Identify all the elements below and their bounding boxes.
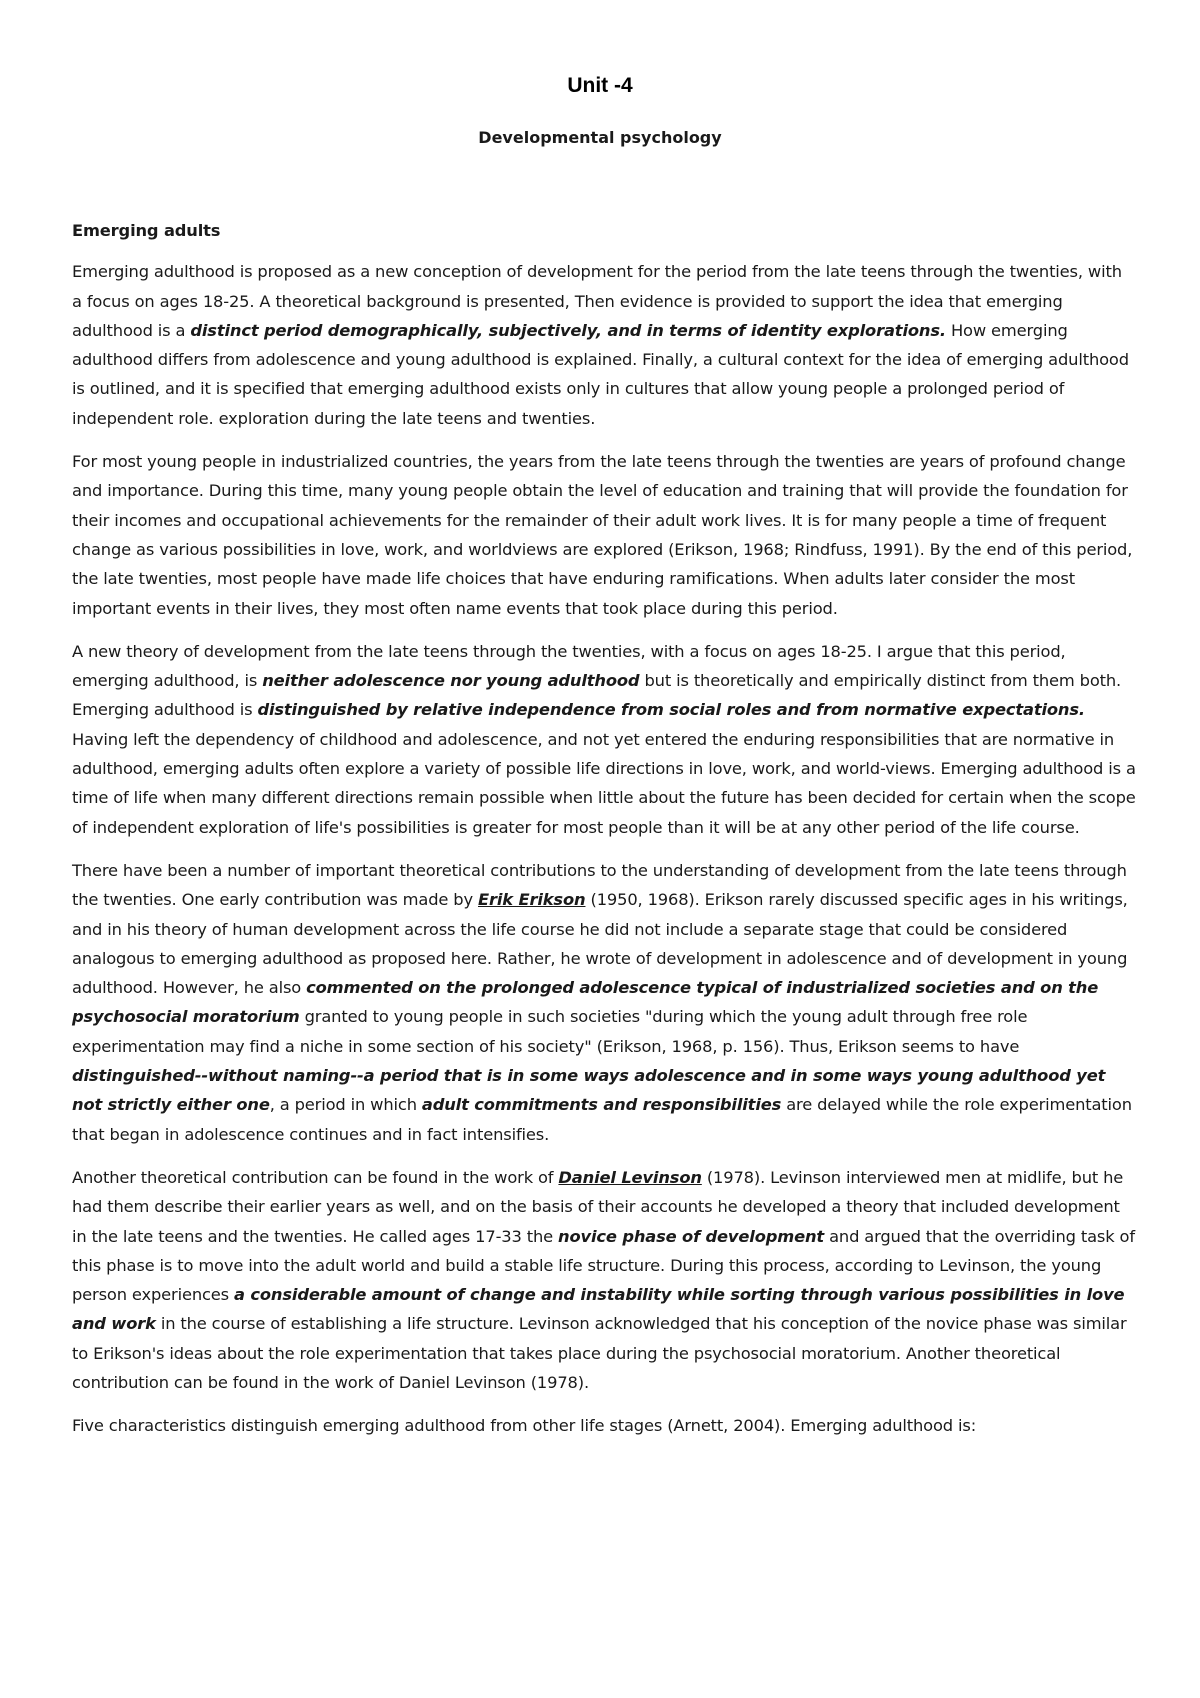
paragraph-3: A new theory of development from the late teens through the twenties, with a focus on ages 18-25. I argue that this period, emerging adulthood, is neither adolescence nor young adulthood but is theoretically and empirically distinct from them both. Emerging adulthood is distinguished by relative independence from social roles and from normative expectations. Having left the dependency of childhood and adolescence, and not yet entered the enduring responsibilities that are normative in adulthood, emerging adults often explore a variety of possible life directions in love, work, and world-views. Emerging adulthood is a time of life when many different directions remain possible when little about the future has been decided for certain when the scope of independent exploration of life's possibilities is greater for most people than it will be at any other period of the life course. [72,641,1136,837]
emphasis: adult commitments and responsibilities [421,1095,782,1115]
emphasis: distinguished--without naming--a period that is in some ways adolescence and in some ways young adulthood yet not strictly either one [72,1066,1106,1115]
paragraph-5: Another theoretical contribution can be found in the work of Daniel Levinson (1978). Levinson interviewed men at midlife, but he had them describe their earlier years as well, and on the basis of their accounts he developed a theory that included development in the late teens and the twenties. He called ages 17-33 the novice phase of development and argued that the overriding task of this phase is to move into the adult world and build a stable life structure. During this process, according to Levinson, the young person experiences a considerable amount of change and instability while sorting through various possibilities in love and work in the course of establishing a life structure. Levinson acknowledged that his conception of the novice phase was similar to Erikson's ideas about the role experimentation that takes place during the psychosocial moratorium. Another theoretical contribution can be found in the work of Daniel Levinson (1978). [72,1167,1135,1392]
emphasis: neither adolescence nor young adulthood [262,671,640,691]
emphasis: distinct period demographically, subjectively, and in terms of identity explorations. [190,320,946,340]
section-heading: Emerging adults [72,221,221,240]
paragraph-1: Emerging adulthood is proposed as a new conception of development for the period from the late teens through the twenties, with a focus on ages 18-25. A theoretical background is presented, Then evidence is provided to support the idea that emerging adulthood is a distinct period demographically, subjectively, and in terms of identity explorations. How emerging adulthood differs from adolescence and young adulthood is explained. Finally, a cultural context for the idea of emerging adulthood is outlined, and it is specified that emerging adulthood exists only in cultures that allow young people a prolonged period of independent role. exploration during the late teens and twenties. [72,262,1129,428]
document-title: Unit -4 [567,74,633,97]
author-link-levinson[interactable]: Daniel Levinson [558,1167,702,1187]
emphasis: a considerable amount of change and instability while sorting through various possibilities in love and work [72,1285,1125,1334]
emphasis: novice phase of development [558,1226,825,1246]
paragraph-2: For most young people in industrialized countries, the years from the late teens through the twenties are years of profound change and importance. During this time, many young people obtain the level of education and training that will provide the foundation for their incomes and occupational achievements for the remainder of their adult work lives. It is for many people a time of frequent change as various possibilities in love, work, and worldviews are explored (Erikson, 1968; Rindfuss, 1991). By the end of this period, the late twenties, most people have made life choices that have enduring ramifications. When adults later consider the most important events in their lives, they most often name events that took place during this period. [72,452,1133,618]
document-subtitle: Developmental psychology [478,128,722,147]
emphasis: commented on the prolonged adolescence typical of industrialized societies and on the psychosocial moratorium [72,978,1099,1027]
paragraph-6: Five characteristics distinguish emerging adulthood from other life stages (Arnett, 2004). Emerging adulthood is: [72,1416,977,1436]
paragraph-4: There have been a number of important theoretical contributions to the understanding of development from the late teens through the twenties. One early contribution was made by Erik Erikson (1950, 1968). Erikson rarely discussed specific ages in his writings, and in his theory of human development across the life course he did not include a separate stage that could be considered analogous to emerging adulthood as proposed here. Rather, he wrote of development in adolescence and of development in young adulthood. However, he also commented on the prolonged adolescence typical of industrialized societies and on the psychosocial moratorium granted to young people in such societies "during which the young adult through free role experimentation may find a niche in some section of his society" (Erikson, 1968, p. 156). Thus, Erikson seems to have distinguished--without naming--a period that is in some ways adolescence and in some ways young adulthood yet not strictly either one, a period in which adult commitments and responsibilities are delayed while the role experimentation that began in adolescence continues and in fact intensifies. [72,860,1132,1144]
emphasis: distinguished by relative independence from social roles and from normative expectations. [257,700,1085,720]
document-body [72,216,1136,1455]
author-link-erikson[interactable]: Erik Erikson [478,890,586,910]
